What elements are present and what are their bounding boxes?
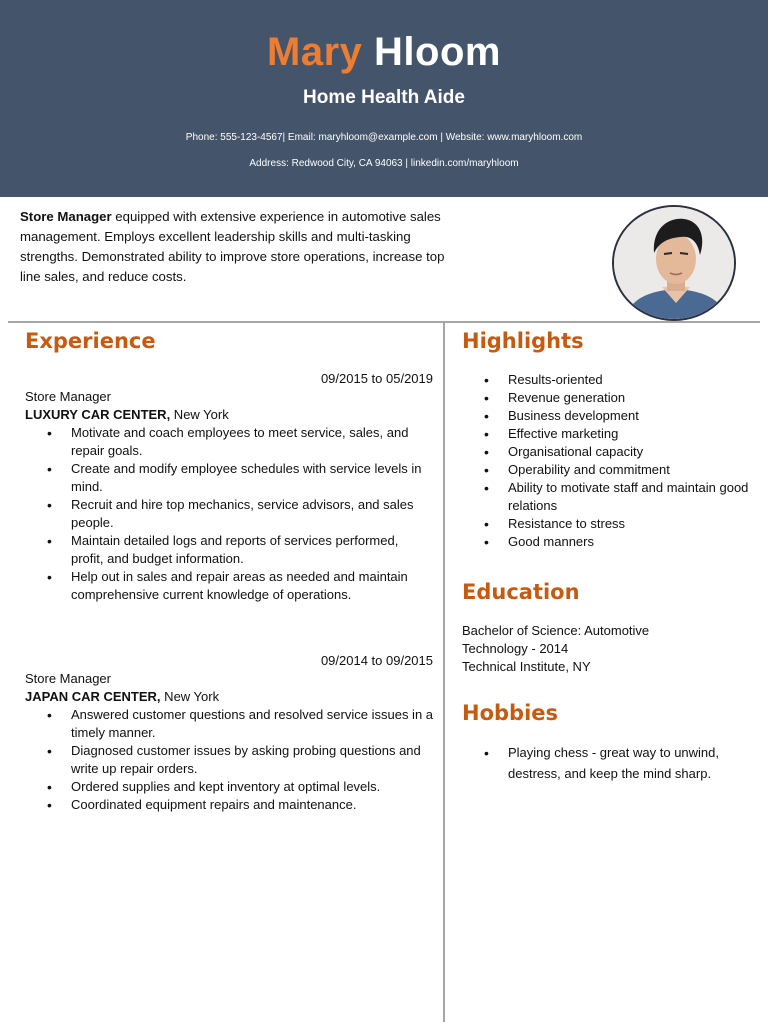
contact-line-address-linkedin: Address: Redwood City, CA 94063 | linkedin.com/maryhloom	[249, 158, 519, 169]
list-item: • Good manners	[508, 533, 752, 551]
list-item: • Ability to motivate staff and maintain good relations	[508, 479, 752, 515]
list-item: • Maintain detailed logs and reports of services performed, profit, and budget information.	[71, 532, 433, 568]
list-item: • Playing chess - great way to unwind, destress, and keep the mind sharp.	[508, 743, 732, 784]
list-item: • Results-oriented	[508, 371, 752, 389]
list-item: • Motivate and coach employees to meet service, sales, and repair goals.	[71, 424, 433, 460]
job-title: Home Health Aide	[303, 87, 465, 108]
hobbies-list	[508, 743, 732, 784]
list-item: • Create and modify employee schedules with service levels in mind.	[71, 460, 433, 496]
list-item: • Resistance to stress	[508, 515, 752, 533]
list-item: • Organisational capacity	[508, 443, 752, 461]
company-location: New York	[170, 407, 229, 422]
last-name: Hloom	[374, 30, 501, 74]
job-duties-list	[71, 706, 433, 814]
list-item: • Business development	[508, 407, 752, 425]
list-item: • Recruit and hire top mechanics, service advisors, and sales people.	[71, 496, 433, 532]
list-item: • Help out in sales and repair areas as needed and maintain comprehensive current knowledge of operations.	[71, 568, 433, 604]
list-item: • Operability and commitment	[508, 461, 752, 479]
hobbies-block	[462, 743, 732, 784]
list-item: • Answered customer questions and resolved service issues in a timely manner.	[71, 706, 433, 742]
professional-summary	[20, 207, 450, 287]
header-banner	[0, 0, 768, 197]
list-item: • Coordinated equipment repairs and maintenance.	[71, 796, 433, 814]
company-name: LUXURY CAR CENTER,	[25, 407, 171, 422]
vertical-divider	[443, 322, 445, 1022]
job-duties-list	[71, 424, 433, 604]
education-block	[462, 622, 752, 676]
highlights-block	[462, 371, 752, 551]
job-role: Store Manager	[25, 389, 111, 404]
job-dates: 09/2014 to 09/2015	[320, 653, 433, 668]
experience-entry-2	[25, 652, 433, 814]
profile-photo	[612, 205, 736, 321]
experience-entry-1	[25, 370, 433, 604]
highlights-heading: Highlights	[462, 329, 584, 353]
degree-line-1: Bachelor of Science: Automotive	[462, 623, 650, 638]
education-heading: Education	[462, 580, 580, 604]
list-item: • Effective marketing	[508, 425, 752, 443]
experience-heading: Experience	[25, 329, 156, 353]
hobbies-heading: Hobbies	[462, 701, 559, 725]
first-name: Mary	[267, 30, 363, 74]
job-company	[25, 688, 433, 706]
horizontal-divider	[8, 321, 760, 323]
person-portrait-icon	[614, 207, 736, 321]
company-location: New York	[160, 689, 220, 704]
list-item: • Diagnosed customer issues by asking probing questions and write up repair orders.	[71, 742, 433, 778]
highlights-list	[508, 371, 752, 551]
summary-lead: Store Manager	[20, 209, 112, 224]
job-dates: 09/2015 to 05/2019	[320, 371, 433, 386]
summary-text: equipped with extensive experience in automotive sales management. Employs excellent leadership skills and multi-tasking strengths. Demonstrated ability to improve store operations, increase top line sales, and reduce costs.	[20, 209, 445, 284]
company-name: JAPAN CAR CENTER,	[25, 689, 161, 704]
list-item: • Ordered supplies and kept inventory at optimal levels.	[71, 778, 433, 796]
contact-line-phone-email-website: Phone: 555-123-4567| Email: maryhloom@example.com | Website: www.maryhloom.com	[185, 132, 583, 143]
list-item: • Revenue generation	[508, 389, 752, 407]
candidate-name	[0, 28, 768, 76]
degree-line-2: Technology - 2014	[462, 641, 569, 656]
job-company	[25, 406, 433, 424]
job-role: Store Manager	[25, 671, 111, 686]
institution: Technical Institute, NY	[462, 659, 591, 674]
